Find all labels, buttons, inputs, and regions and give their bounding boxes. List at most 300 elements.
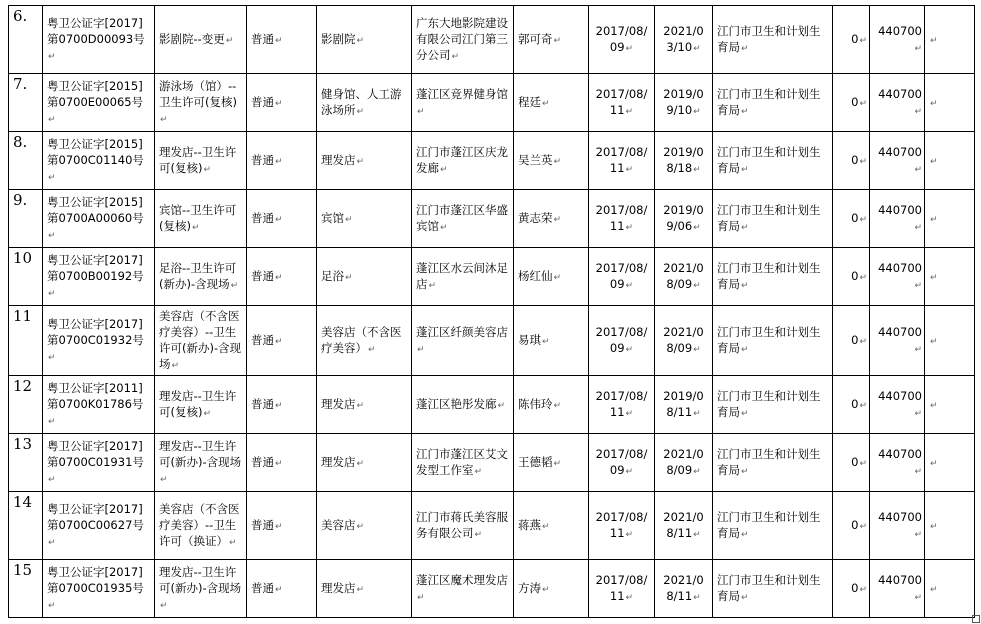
paragraph-mark-icon: ↵ <box>48 474 56 485</box>
start-date-cell <box>589 132 655 190</box>
start-date: 2017/08/11 <box>595 144 648 175</box>
end-date: 2019/09/10 <box>663 86 704 117</box>
paragraph-mark-icon: ↵ <box>48 352 56 363</box>
start-date-cell <box>589 190 655 248</box>
certificate-number-cell <box>43 132 155 190</box>
paragraph-mark-icon: ↵ <box>356 156 365 167</box>
paragraph-mark-icon: ↵ <box>345 214 353 225</box>
paragraph-mark-icon: ↵ <box>48 51 56 62</box>
end-date-cell <box>655 376 713 434</box>
paragraph-mark-icon: ↵ <box>553 400 562 411</box>
paragraph-mark-icon: ↵ <box>693 408 701 419</box>
level: 普通 <box>251 396 274 411</box>
business-type: 健身馆、人工游泳场所 <box>321 86 402 117</box>
business-type: 理发店 <box>321 152 356 167</box>
certificate-number-cell <box>43 248 155 306</box>
zero-value-cell <box>833 560 870 618</box>
zero-value-cell <box>833 74 870 132</box>
paragraph-mark-icon: ↵ <box>741 592 749 603</box>
certificate-number-cell <box>43 190 155 248</box>
business-unit-cell <box>412 248 514 306</box>
level: 普通 <box>251 580 274 595</box>
paragraph-mark-icon: ↵ <box>553 214 562 225</box>
row-number: 6. <box>13 7 28 25</box>
paragraph-mark-icon: ↵ <box>930 584 938 595</box>
certificate-number-cell <box>43 74 155 132</box>
paragraph-mark-icon: ↵ <box>553 35 562 46</box>
paragraph-mark-icon: ↵ <box>625 43 634 54</box>
paragraph-mark-icon: ↵ <box>542 98 550 109</box>
paragraph-mark-icon: ↵ <box>275 98 283 109</box>
zero-value: 0 <box>851 517 859 532</box>
paragraph-mark-icon: ↵ <box>356 400 365 411</box>
certificate-number: 粤卫公证字[2017]第0700C01931号 <box>47 438 144 469</box>
level-cell <box>247 74 317 132</box>
license-item-cell <box>155 434 247 492</box>
license-item-cell <box>155 248 247 306</box>
trailing-cell <box>925 74 975 132</box>
start-date-cell <box>589 492 655 560</box>
certificate-number-cell <box>43 434 155 492</box>
paragraph-mark-icon: ↵ <box>440 164 448 175</box>
table-row <box>9 306 975 376</box>
zero-value: 0 <box>851 31 859 46</box>
region-code: 440700 <box>878 446 922 461</box>
certificate-number-cell <box>43 6 155 74</box>
paragraph-mark-icon: ↵ <box>275 521 283 532</box>
paragraph-mark-icon: ↵ <box>930 458 938 469</box>
business-unit-cell <box>412 132 514 190</box>
paragraph-mark-icon: ↵ <box>914 344 922 355</box>
region-code-cell <box>870 560 925 618</box>
certificate-number-cell <box>43 560 155 618</box>
legal-person: 程廷 <box>518 94 541 109</box>
license-table <box>8 5 975 618</box>
issuing-authority-cell <box>713 492 833 560</box>
paragraph-mark-icon: ↵ <box>356 106 365 117</box>
paragraph-mark-icon: ↵ <box>930 156 938 167</box>
business-unit: 蓬江区纤颜美容店 <box>416 324 508 339</box>
license-item-cell <box>155 492 247 560</box>
paragraph-mark-icon: ↵ <box>625 466 634 477</box>
level-cell <box>247 248 317 306</box>
certificate-number: 粤卫公证字[2017]第0700C01932号 <box>47 316 144 347</box>
license-item: 理发店--卫生许可(复核) <box>159 388 237 419</box>
business-type: 宾馆 <box>321 210 344 225</box>
certificate-number: 粤卫公证字[2011]第0700K01786号 <box>47 380 144 411</box>
row-number-cell <box>9 492 43 560</box>
issuing-authority-cell <box>713 560 833 618</box>
level-cell <box>247 190 317 248</box>
paragraph-mark-icon: ↵ <box>693 164 701 175</box>
issuing-authority-cell <box>713 376 833 434</box>
paragraph-mark-icon: ↵ <box>542 584 550 595</box>
start-date-cell <box>589 74 655 132</box>
certificate-number: 粤卫公证字[2017]第0700D00093号 <box>47 15 145 46</box>
paragraph-mark-icon: ↵ <box>428 280 437 291</box>
certificate-number-cell <box>43 376 155 434</box>
paragraph-mark-icon: ↵ <box>625 529 634 540</box>
level-cell <box>247 560 317 618</box>
issuing-authority: 江门市卫生和计划生育局 <box>717 86 821 117</box>
end-date-cell <box>655 248 713 306</box>
license-item-cell <box>155 560 247 618</box>
license-item-cell <box>155 132 247 190</box>
row-number: 9. <box>13 191 28 209</box>
start-date: 2017/08/11 <box>595 388 648 419</box>
table-row <box>9 132 975 190</box>
paragraph-mark-icon: ↵ <box>417 106 425 117</box>
paragraph-mark-icon: ↵ <box>693 222 701 233</box>
paragraph-mark-icon: ↵ <box>930 272 938 283</box>
paragraph-mark-icon: ↵ <box>203 164 212 175</box>
trailing-cell <box>925 492 975 560</box>
business-unit-cell <box>412 434 514 492</box>
paragraph-mark-icon: ↵ <box>930 214 938 225</box>
legal-person-cell <box>514 6 589 74</box>
end-date-cell <box>655 560 713 618</box>
row-number-cell <box>9 248 43 306</box>
certificate-number: 粤卫公证字[2017]第0700B00192号 <box>47 252 144 283</box>
issuing-authority: 江门市卫生和计划生育局 <box>717 572 821 603</box>
paragraph-mark-icon: ↵ <box>191 222 200 233</box>
paragraph-mark-icon: ↵ <box>497 400 506 411</box>
paragraph-mark-icon: ↵ <box>356 521 365 532</box>
certificate-number: 粤卫公证字[2017]第0700C00627号 <box>47 501 144 532</box>
business-type: 足浴 <box>321 268 344 283</box>
legal-person: 蒋燕 <box>518 517 541 532</box>
paragraph-mark-icon: ↵ <box>48 172 56 183</box>
row-number: 10 <box>13 249 33 267</box>
business-unit-cell <box>412 306 514 376</box>
certificate-number: 粤卫公证字[2017]第0700C01935号 <box>47 564 144 595</box>
paragraph-mark-icon: ↵ <box>229 537 237 548</box>
business-type-cell <box>317 132 412 190</box>
legal-person-cell <box>514 190 589 248</box>
region-code: 440700 <box>878 572 922 587</box>
license-item: 理发店--卫生许可(复核) <box>159 144 237 175</box>
business-unit: 广东大地影院建设有限公司江门第三分公司 <box>416 15 508 62</box>
start-date-cell <box>589 6 655 74</box>
business-type-cell <box>317 6 412 74</box>
paragraph-mark-icon: ↵ <box>48 537 56 548</box>
table-row <box>9 434 975 492</box>
legal-person: 黄志荣 <box>518 210 553 225</box>
paragraph-mark-icon: ↵ <box>741 280 749 291</box>
paragraph-mark-icon: ↵ <box>693 280 701 291</box>
business-unit-cell <box>412 376 514 434</box>
paragraph-mark-icon: ↵ <box>693 106 701 117</box>
paragraph-mark-icon: ↵ <box>741 106 749 117</box>
paragraph-mark-icon: ↵ <box>345 272 353 283</box>
region-code-cell <box>870 132 925 190</box>
zero-value-cell <box>833 190 870 248</box>
paragraph-mark-icon: ↵ <box>356 458 365 469</box>
certificate-number: 粤卫公证字[2015]第0700C01140号 <box>47 136 144 167</box>
paragraph-mark-icon: ↵ <box>859 35 867 46</box>
zero-value-cell <box>833 434 870 492</box>
legal-person-cell <box>514 434 589 492</box>
license-item-cell <box>155 6 247 74</box>
paragraph-mark-icon: ↵ <box>417 592 425 603</box>
paragraph-mark-icon: ↵ <box>160 474 168 485</box>
row-number-cell <box>9 132 43 190</box>
paragraph-mark-icon: ↵ <box>859 458 867 469</box>
paragraph-mark-icon: ↵ <box>275 156 283 167</box>
paragraph-mark-icon: ↵ <box>417 344 425 355</box>
start-date: 2017/08/11 <box>595 86 648 117</box>
region-code-cell <box>870 492 925 560</box>
business-unit-cell <box>412 492 514 560</box>
paragraph-mark-icon: ↵ <box>693 344 701 355</box>
issuing-authority-cell <box>713 306 833 376</box>
start-date-cell <box>589 306 655 376</box>
paragraph-mark-icon: ↵ <box>693 466 701 477</box>
issuing-authority: 江门市卫生和计划生育局 <box>717 260 821 291</box>
paragraph-mark-icon: ↵ <box>741 408 749 419</box>
legal-person-cell <box>514 560 589 618</box>
end-date: 2021/08/09 <box>663 260 704 291</box>
trailing-cell <box>925 248 975 306</box>
certificate-number: 粤卫公证字[2015]第0700A00060号 <box>47 194 144 225</box>
paragraph-mark-icon: ↵ <box>914 106 922 117</box>
paragraph-mark-icon: ↵ <box>275 272 283 283</box>
end-date-cell <box>655 190 713 248</box>
issuing-authority: 江门市卫生和计划生育局 <box>717 324 821 355</box>
paragraph-mark-icon: ↵ <box>693 529 701 540</box>
end-date: 2019/08/18 <box>663 144 704 175</box>
business-type: 理发店 <box>321 580 356 595</box>
paragraph-mark-icon: ↵ <box>741 344 749 355</box>
zero-value: 0 <box>851 210 859 225</box>
row-number-cell <box>9 560 43 618</box>
legal-person-cell <box>514 376 589 434</box>
certificate-number-cell <box>43 492 155 560</box>
certificate-number: 粤卫公证字[2015]第0700E00065号 <box>47 78 144 109</box>
license-item: 游泳场（馆）--卫生许可(复核) <box>159 78 237 109</box>
paragraph-mark-icon: ↵ <box>625 106 634 117</box>
business-type: 理发店 <box>321 454 356 469</box>
paragraph-mark-icon: ↵ <box>741 466 749 477</box>
paragraph-mark-icon: ↵ <box>275 400 283 411</box>
license-item-cell <box>155 74 247 132</box>
zero-value-cell <box>833 492 870 560</box>
region-code: 440700 <box>878 86 922 101</box>
table-row <box>9 560 975 618</box>
license-item: 影剧院--变更 <box>159 31 225 46</box>
region-code-cell <box>870 306 925 376</box>
table-row <box>9 492 975 560</box>
zero-value: 0 <box>851 268 859 283</box>
paragraph-mark-icon: ↵ <box>553 272 562 283</box>
paragraph-mark-icon: ↵ <box>741 164 749 175</box>
table-row <box>9 248 975 306</box>
business-unit: 江门市蓬江区庆龙发廊 <box>416 144 508 175</box>
paragraph-mark-icon: ↵ <box>914 280 922 291</box>
region-code-cell <box>870 376 925 434</box>
level-cell <box>247 306 317 376</box>
issuing-authority: 江门市卫生和计划生育局 <box>717 202 821 233</box>
level: 普通 <box>251 454 274 469</box>
paragraph-mark-icon: ↵ <box>48 288 56 299</box>
region-code-cell <box>870 190 925 248</box>
paragraph-mark-icon: ↵ <box>930 98 938 109</box>
paragraph-mark-icon: ↵ <box>160 600 168 611</box>
region-code: 440700 <box>878 388 922 403</box>
region-code-cell <box>870 74 925 132</box>
paragraph-mark-icon: ↵ <box>368 344 376 355</box>
business-type-cell <box>317 248 412 306</box>
license-item: 美容店（不含医疗美容）--卫生许可（换证） <box>159 501 240 548</box>
certificate-number-cell <box>43 306 155 376</box>
end-date: 2019/08/11 <box>663 388 704 419</box>
business-type: 美容店（不含医疗美容） <box>321 324 402 355</box>
zero-value: 0 <box>851 580 859 595</box>
paragraph-mark-icon: ↵ <box>693 43 701 54</box>
issuing-authority: 江门市卫生和计划生育局 <box>717 388 821 419</box>
paragraph-mark-icon: ↵ <box>914 466 922 477</box>
paragraph-mark-icon: ↵ <box>859 98 867 109</box>
business-type-cell <box>317 376 412 434</box>
row-number: 7. <box>13 75 28 93</box>
paragraph-mark-icon: ↵ <box>930 336 938 347</box>
level-cell <box>247 492 317 560</box>
paragraph-mark-icon: ↵ <box>741 222 749 233</box>
paragraph-mark-icon: ↵ <box>741 43 749 54</box>
paragraph-mark-icon: ↵ <box>440 222 448 233</box>
business-unit-cell <box>412 190 514 248</box>
end-date-cell <box>655 132 713 190</box>
paragraph-mark-icon: ↵ <box>553 156 562 167</box>
license-item-cell <box>155 306 247 376</box>
paragraph-mark-icon: ↵ <box>356 35 365 46</box>
region-code: 440700 <box>878 324 922 339</box>
row-number-cell <box>9 190 43 248</box>
business-type-cell <box>317 306 412 376</box>
paragraph-mark-icon: ↵ <box>474 529 483 540</box>
row-number: 12 <box>13 377 33 395</box>
end-date: 2021/03/10 <box>663 23 704 54</box>
legal-person: 王德韬 <box>518 454 553 469</box>
start-date: 2017/08/09 <box>595 260 648 291</box>
legal-person: 吴兰英 <box>518 152 553 167</box>
paragraph-mark-icon: ↵ <box>275 458 283 469</box>
row-number: 14 <box>13 493 33 511</box>
license-item: 宾馆--卫生许可(复核) <box>159 202 237 233</box>
end-date-cell <box>655 74 713 132</box>
paragraph-mark-icon: ↵ <box>553 458 562 469</box>
trailing-cell <box>925 306 975 376</box>
zero-value: 0 <box>851 454 859 469</box>
end-date: 2019/09/06 <box>663 202 704 233</box>
license-item-cell <box>155 376 247 434</box>
business-type-cell <box>317 434 412 492</box>
trailing-cell <box>925 376 975 434</box>
business-type-cell <box>317 74 412 132</box>
paragraph-mark-icon: ↵ <box>48 230 56 241</box>
paragraph-mark-icon: ↵ <box>625 408 634 419</box>
issuing-authority-cell <box>713 74 833 132</box>
paragraph-mark-icon: ↵ <box>930 521 938 532</box>
level-cell <box>247 132 317 190</box>
issuing-authority-cell <box>713 6 833 74</box>
paragraph-mark-icon: ↵ <box>859 272 867 283</box>
business-unit: 蓬江区艳彤发廊 <box>416 396 497 411</box>
paragraph-mark-icon: ↵ <box>914 222 922 233</box>
region-code: 440700 <box>878 23 922 38</box>
license-item: 美容店（不含医疗美容）--卫生许可(新办)-含现场 <box>159 308 242 371</box>
business-unit: 江门市蓬江区华盛宾馆 <box>416 202 508 233</box>
legal-person: 杨红仙 <box>518 268 553 283</box>
start-date: 2017/08/09 <box>595 324 648 355</box>
region-code-cell <box>870 434 925 492</box>
row-number: 8. <box>13 133 28 151</box>
paragraph-mark-icon: ↵ <box>693 592 701 603</box>
issuing-authority: 江门市卫生和计划生育局 <box>717 446 821 477</box>
start-date-cell <box>589 560 655 618</box>
row-number-cell <box>9 376 43 434</box>
issuing-authority-cell <box>713 434 833 492</box>
end-date: 2021/08/09 <box>663 324 704 355</box>
issuing-authority: 江门市卫生和计划生育局 <box>717 23 821 54</box>
paragraph-mark-icon: ↵ <box>859 521 867 532</box>
paragraph-mark-icon: ↵ <box>914 164 922 175</box>
start-date: 2017/08/09 <box>595 23 648 54</box>
paragraph-mark-icon: ↵ <box>451 51 460 62</box>
trailing-cell <box>925 560 975 618</box>
paragraph-mark-icon: ↵ <box>859 156 867 167</box>
region-code-cell <box>870 6 925 74</box>
license-item: 理发店--卫生许可(新办)-含现场 <box>159 564 242 595</box>
end-date-cell <box>655 6 713 74</box>
end-date-cell <box>655 306 713 376</box>
paragraph-mark-icon: ↵ <box>914 43 922 54</box>
paragraph-mark-icon: ↵ <box>625 592 634 603</box>
region-code: 440700 <box>878 509 922 524</box>
business-type: 影剧院 <box>321 31 356 46</box>
license-item: 足浴--卫生许可(新办)-含现场 <box>159 260 237 291</box>
paragraph-mark-icon: ↵ <box>859 400 867 411</box>
paragraph-mark-icon: ↵ <box>859 336 867 347</box>
end-date: 2021/08/11 <box>663 509 704 540</box>
legal-person-cell <box>514 492 589 560</box>
zero-value: 0 <box>851 396 859 411</box>
zero-value-cell <box>833 248 870 306</box>
level: 普通 <box>251 332 274 347</box>
license-item: 理发店--卫生许可(新办)-含现场 <box>159 438 242 469</box>
start-date-cell <box>589 434 655 492</box>
row-number-cell <box>9 306 43 376</box>
paragraph-mark-icon: ↵ <box>275 336 283 347</box>
paragraph-mark-icon: ↵ <box>275 584 283 595</box>
business-unit: 蓬江区水云间沐足店 <box>416 260 508 291</box>
region-code: 440700 <box>878 202 922 217</box>
paragraph-mark-icon: ↵ <box>48 600 56 611</box>
legal-person: 郭可奇 <box>518 31 553 46</box>
paragraph-mark-icon: ↵ <box>356 584 365 595</box>
table-row <box>9 6 975 74</box>
paragraph-mark-icon: ↵ <box>171 360 180 371</box>
business-type-cell <box>317 492 412 560</box>
business-unit-cell <box>412 74 514 132</box>
row-number-cell <box>9 434 43 492</box>
level: 普通 <box>251 31 274 46</box>
end-date: 2021/08/11 <box>663 572 704 603</box>
zero-value-cell <box>833 6 870 74</box>
trailing-cell <box>925 190 975 248</box>
start-date: 2017/08/11 <box>595 202 648 233</box>
zero-value-cell <box>833 376 870 434</box>
